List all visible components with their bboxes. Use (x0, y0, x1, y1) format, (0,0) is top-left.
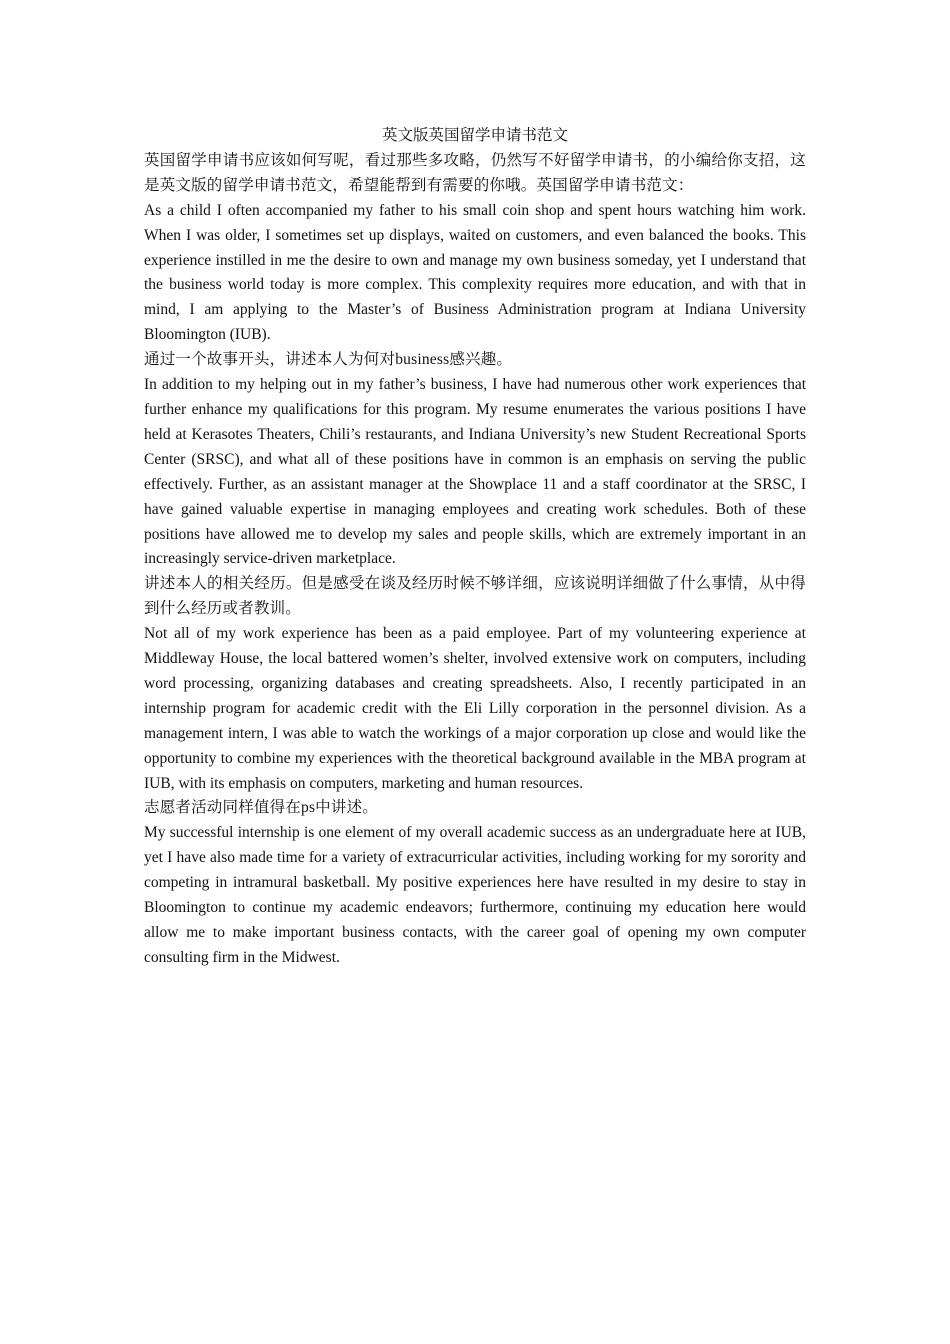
essay-paragraph-1: As a child I often accompanied my father to his small coin shop and spent hours watching him work. When I was older, I sometimes set up displays, waited on customers, and even balanced the books. This experience instilled in me the desire to own and manage my own business someday, yet I understand that the business world today is more complex. This complexity requires more education, and with that in mind, I am applying to the Master’s of Business Administration program at Indiana University Bloomington (IUB). (144, 201, 806, 344)
essay-paragraph-2: In addition to my helping out in my father’s business, I have had numerous other work experiences that further enhance my qualifications for this program. My resume enumerates the various positions I have held at Kerasotes Theaters, Chili’s restaurants, and Indiana University’s new Student Recreational Sports Center (SRSC), and what all of these positions have in common is an emphasis on serving the public effectively. Further, as an assistant manager at the Showplace 11 and a staff coordinator at the SRSC, I have gained valuable expertise in managing employees and creating work schedules. Both of these positions have allowed me to develop my sales and people skills, which are extremely important in an increasingly service-driven marketplace. (144, 376, 806, 568)
document-body (144, 124, 806, 971)
comment-paragraph-2: 讲述本人的相关经历。但是感受在谈及经历时候不够详细，应该说明详细做了什么事情，从中得到什么经历或者教训。 (144, 575, 806, 618)
essay-paragraph-3: Not all of my work experience has been as a paid employee. Part of my volunteering experience at Middleway House, the local battered women’s shelter, involved extensive work on computers, including word processing, organizing databases and creating spreadsheets. Also, I recently participated in an internship program for academic credit with the Eli Lilly corporation in the personnel division. As a management intern, I was able to watch the workings of a major corporation up close and would like the opportunity to combine my experiences with the theoretical background available in the MBA program at IUB, with its emphasis on computers, marketing and human resources. (144, 625, 806, 792)
intro-paragraph-zh: 英国留学申请书应该如何写呢，看过那些多攻略，仍然写不好留学申请书，的小编给你支招，这是英文版的留学申请书范文，希望能帮到有需要的你哦。英国留学申请书范文： (144, 151, 806, 194)
essay-paragraph-4: My successful internship is one element of my overall academic success as an undergraduate here at IUB, yet I have also made time for a variety of extracurricular activities, including working for my sorority and competing in intramural basketball. My positive experiences here have resulted in my desire to stay in Bloomington to continue my academic endeavors; furthermore, continuing my education here would allow me to make important business contacts, with the career goal of opening my own computer consulting firm in the Midwest. (144, 824, 806, 966)
comment-paragraph-3: 志愿者活动同样值得在ps中讲述。 (144, 799, 378, 817)
document-title: 英文版英国留学申请书范文 (381, 127, 568, 144)
comment-paragraph-1: 通过一个故事开头，讲述本人为何对business感兴趣。 (144, 351, 513, 369)
